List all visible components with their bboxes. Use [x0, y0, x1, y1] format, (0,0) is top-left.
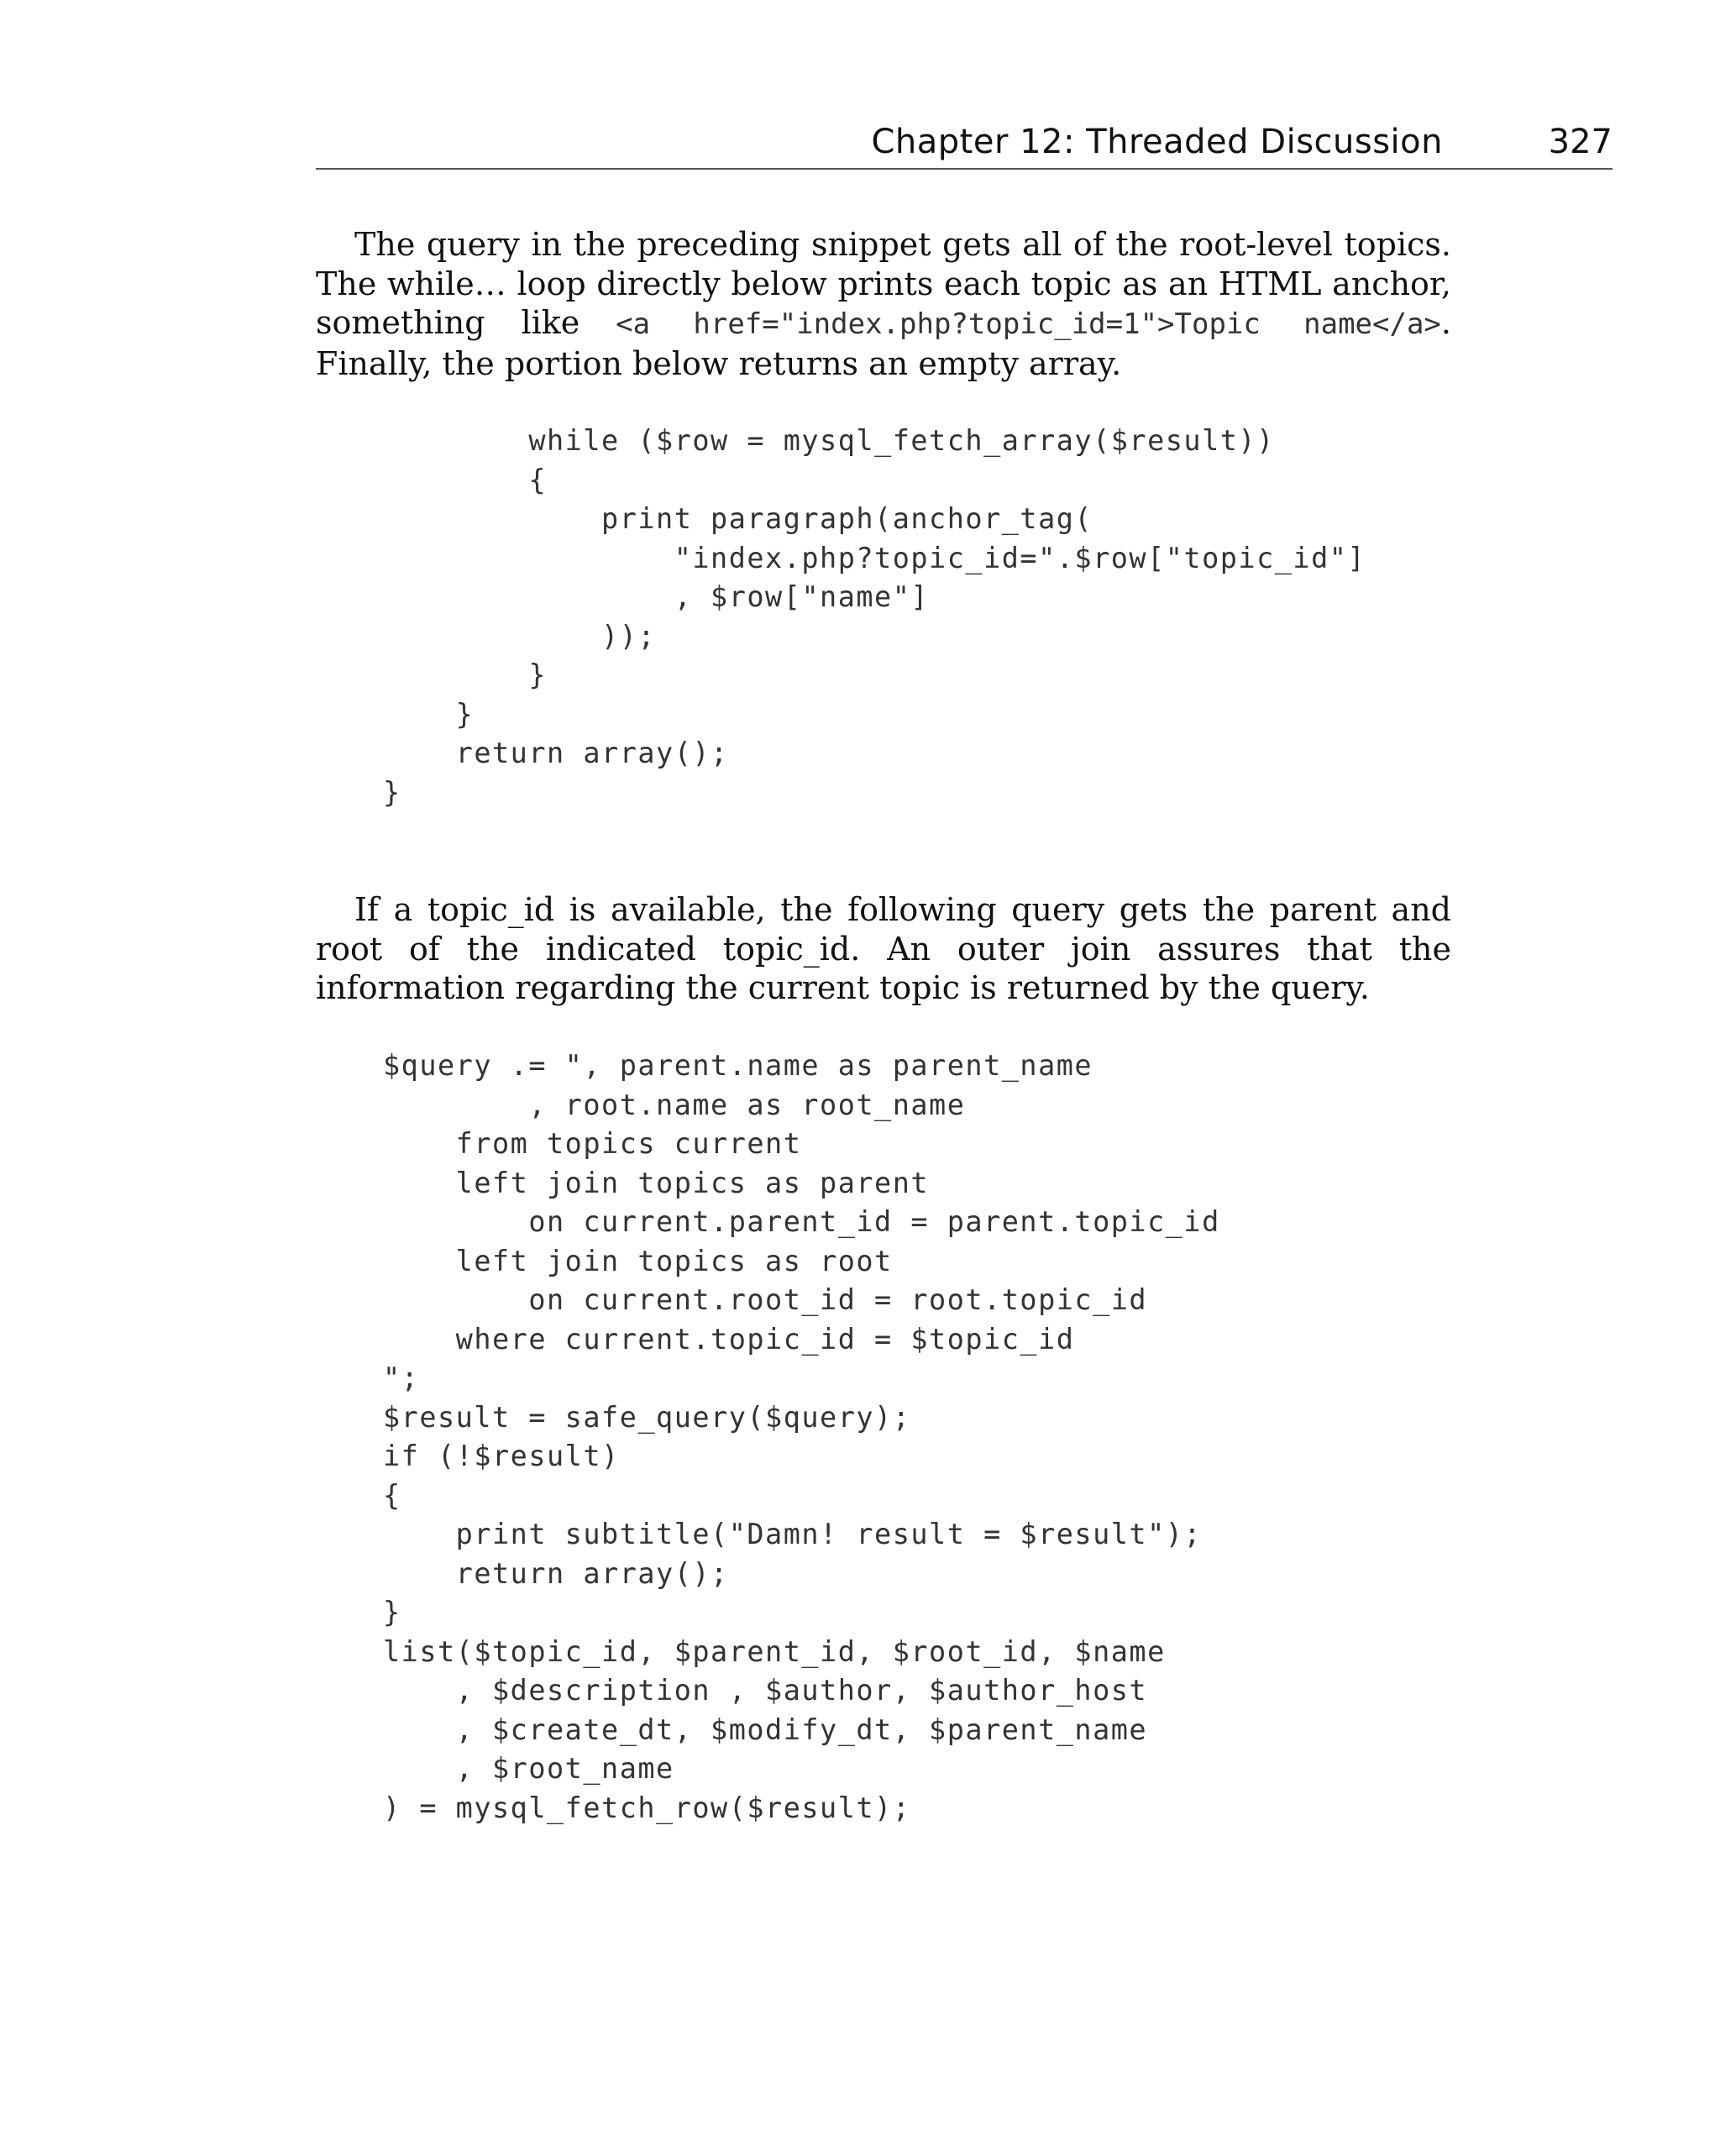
code-line: on current.root_id = root.topic_id — [383, 1283, 1148, 1316]
page-number: 327 — [1548, 123, 1612, 161]
code-line: where current.topic_id = $topic_id — [383, 1322, 1075, 1356]
code-line: ) = mysql_fetch_row($result); — [383, 1791, 911, 1824]
code-line: , root.name as root_name — [383, 1088, 966, 1121]
code-line: left join topics as root — [383, 1244, 893, 1277]
code-line: "index.php?topic_id=".$row["topic_id"] — [383, 541, 1366, 574]
code-block-query — [383, 1047, 1220, 1828]
code-line: list($topic_id, $parent_id, $root_id, $name — [383, 1634, 1166, 1668]
code-line: $query .= ", parent.name as parent_name — [383, 1049, 1093, 1082]
code-line: } — [383, 658, 548, 691]
code-line: print subtitle("Damn! result = $result"); — [383, 1518, 1203, 1550]
paragraph-intro — [316, 225, 1451, 383]
code-line: left join topics as parent — [383, 1166, 930, 1199]
running-header — [316, 114, 1612, 170]
code-line: $result = safe_query($query); — [383, 1400, 911, 1434]
code-line: "; — [383, 1361, 420, 1394]
paragraph-topic-id — [316, 890, 1451, 1008]
paragraph-text: . Finally, the portion below returns an empty array. — [316, 304, 1451, 382]
code-line: return array(); — [383, 1556, 729, 1590]
paragraph-text: The query in the preceding snippet gets all of the root-level topics. The while… loop directly below prints each topic as an HTML anchor, something like — [316, 226, 1451, 341]
code-line: } — [383, 697, 475, 731]
code-line: } — [383, 1596, 401, 1629]
code-line: { — [383, 463, 548, 496]
code-line: print paragraph(anchor_tag( — [383, 502, 1093, 535]
code-line: from topics current — [383, 1127, 802, 1160]
code-line: )); — [383, 619, 657, 653]
code-line: while ($row = mysql_fetch_array($result)) — [383, 424, 1275, 457]
code-line: , $description , $author, $author_host — [383, 1674, 1148, 1707]
code-line: { — [383, 1478, 401, 1512]
code-line: } — [383, 775, 401, 809]
paragraph-text: If a topic_id is available, the following query gets the parent and root of the indicated topic_id. An outer join assures that the information regarding the current topic is returned by the query. — [316, 891, 1451, 1006]
code-line: return array(); — [383, 737, 729, 769]
chapter-title: Chapter 12: Threaded Discussion — [871, 123, 1443, 161]
inline-code: <a href="index.php?topic_id=1">Topic name</a> — [616, 307, 1441, 341]
code-line: , $create_dt, $modify_dt, $parent_name — [383, 1713, 1148, 1746]
code-line: if (!$result) — [383, 1440, 620, 1472]
code-line: on current.parent_id = parent.topic_id — [383, 1205, 1220, 1238]
code-line: , $root_name — [383, 1752, 674, 1785]
code-line: , $row["name"] — [383, 580, 930, 613]
code-block-loop — [383, 422, 1366, 812]
